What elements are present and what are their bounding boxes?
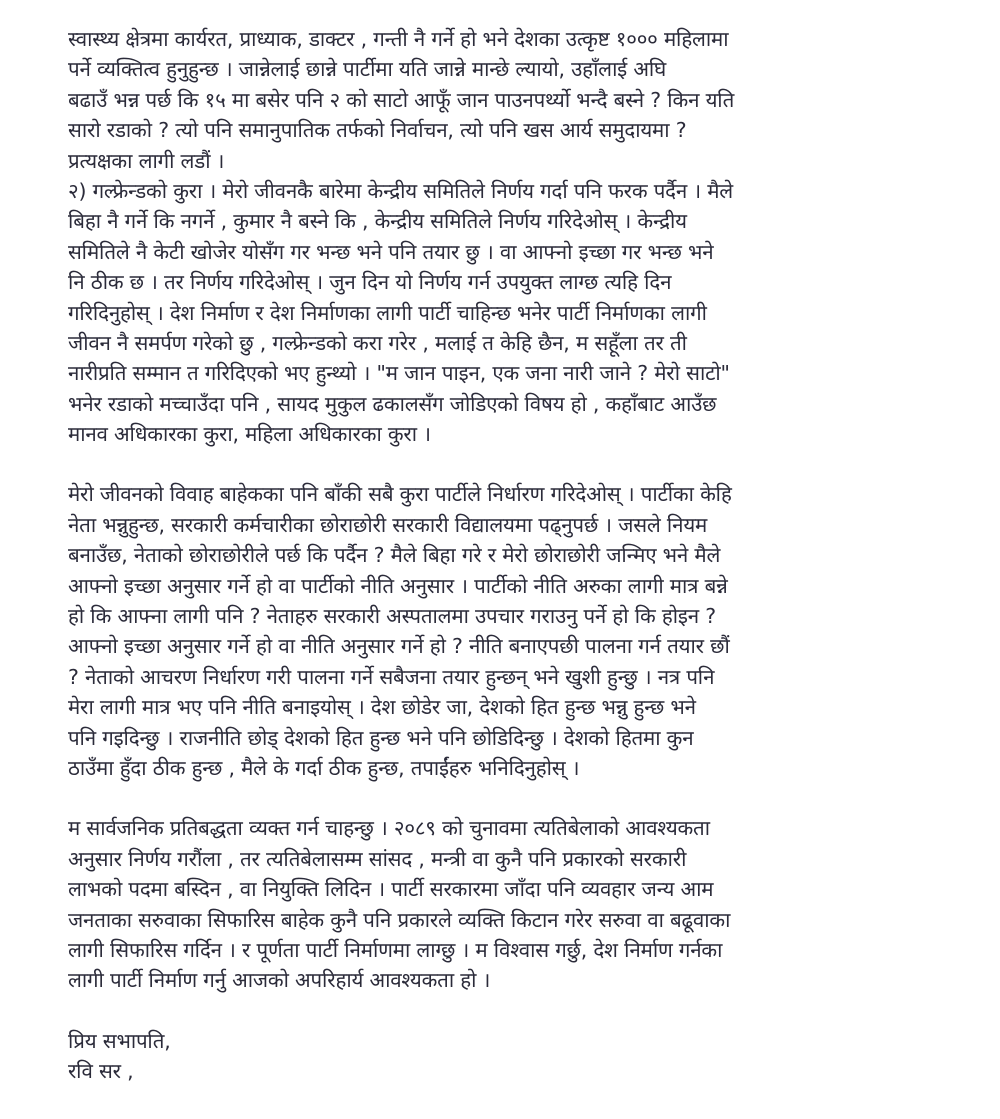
text-line: बनाउँछ, नेताको छोराछोरीले पर्छ कि पर्दैन ? मैले बिहा गरे र मेरो छोराछोरी जन्मिए भने मैले: [68, 543, 721, 568]
text-line: नेता भन्नुहुन्छ, सरकारी कर्मचारीका छोराछोरी सरकारी विद्यालयमा पढ्नुपर्छ । जसले नियम: [68, 512, 708, 537]
text-line: ? नेताको आचरण निर्धारण गरी पालना गर्ने सबैजना तयार हुन्छन् भने खुशी हुन्छु । नत्र पनि: [68, 664, 715, 689]
text-line: लागी सिफारिस गर्दिन । र पूर्णता पार्टी निर्माणमा लाग्छु । म विश्वास गर्छु, देश निर्माण गर्नका: [68, 937, 723, 962]
paragraph-spacer: [68, 449, 948, 479]
paragraph-spacer: [68, 783, 948, 813]
text-line: अनुसार निर्णय गरौंला , तर त्यतिबेलासम्म सांसद , मन्त्री वा कुनै पनि प्रकारको सरकारी: [68, 846, 687, 871]
text-line: म सार्वजनिक प्रतिबद्धता व्यक्त गर्न चाहन्छु । २०८९ को चुनावमा त्यतिबेलाको आवश्यकता: [68, 816, 710, 841]
text-line: नि ठीक छ । तर निर्णय गरिदेओस् । जुन दिन यो निर्णय गर्न उपयुक्त लाग्छ त्यहि दिन: [68, 270, 672, 295]
text-line: आफ्नो इच्छा अनुसार गर्ने हो वा पार्टीको नीति अनुसार । पार्टीको नीति अरुका लागी मात्र बन्ने: [68, 573, 728, 598]
text-line: गरिदिनुहोस् । देश निर्माण र देश निर्माणका लागी पार्टी चाहिन्छ भनेर पार्टी निर्माणका लागी: [68, 300, 707, 325]
paragraph-3: [68, 813, 948, 995]
text-line: मानव अधिकारका कुरा, महिला अधिकारका कुरा ।: [68, 422, 431, 447]
text-line: लाभको पदमा बस्दिन , वा नियुक्ति लिदिन । पार्टी सरकारमा जाँदा पनि व्यवहार जन्य आम: [68, 877, 714, 902]
text-line: २) गल्फ्रेन्डको कुरा । मेरो जीवनकै बारेमा केन्द्रीय समितिले निर्णय गर्दा पनि फरक पर्दैन । मैले: [68, 178, 733, 203]
salutation: [68, 1026, 948, 1087]
text-line: जीवन नै समर्पण गरेको छु , गल्फ्रेन्डको करा गरेर , मलाई त केहि छैन, म सहूँला तर ती: [68, 330, 687, 355]
text-line: समितिले नै केटी खोजेर योसँग गर भन्छ भने पनि तयार छु । वा आफ्नो इच्छा गर भन्छ भने: [68, 239, 714, 264]
text-line: प्रत्यक्षका लागी लडौं ।: [68, 148, 225, 173]
text-line: मेरो जीवनको विवाह बाहेकका पनि बाँकी सबै कुरा पार्टीले निर्धारण गरिदेओस् । पार्टीका केहि: [68, 482, 732, 507]
text-line: ठाउँमा हुँदा ठीक हुन्छ , मैले के गर्दा ठीक हुन्छ, तपाईंहरु भनिदिनुहोस् ।: [68, 755, 580, 780]
paragraph-2: [68, 479, 948, 783]
text-line: लागी पार्टी निर्माण गर्नु आजको अपरिहार्य आवश्यकता हो ।: [68, 968, 491, 993]
text-line: जनताका सरुवाका सिफारिस बाहेक कुनै पनि प्रकारले व्यक्ति किटान गरेर सरुवा वा बढूवाका: [68, 907, 731, 932]
text-line: मेरा लागी मात्र भए पनि नीति बनाइयोस् । देश छोडेर जा, देशको हित हुन्छ भन्नु हुन्छ भने: [68, 695, 696, 720]
text-line: नारीप्रति सम्मान त गरिदिएको भए हुन्थ्यो । "म जान पाइन, एक जना नारी जाने ? मेरो साटो": [68, 361, 730, 386]
paragraph-1: [68, 24, 948, 449]
paragraph-spacer: [68, 996, 948, 1026]
text-line: हो कि आफ्ना लागी पनि ? नेताहरु सरकारी अस्पतालमा उपचार गराउनु पर्ने हो कि होइन ?: [68, 604, 716, 629]
text-line: स्वास्थ्य क्षेत्रमा कार्यरत, प्राध्याक, डाक्टर , गन्ती नै गर्ने हो भने देशका उत्कृष्ट १००० महिलामा: [68, 27, 729, 51]
text-line: रवि सर ,: [68, 1059, 134, 1084]
text-line: बिहा नै गर्ने कि नगर्ने , कुमार नै बस्ने कि , केन्द्रीय समितिले निर्णय गरिदेओस् । केन्द्रीय: [68, 209, 687, 234]
text-line: पर्ने व्यक्तित्व हुनुहुन्छ । जान्नेलाई छान्ने पार्टीमा यति जान्ने मान्छे ल्यायो, उहाँलाई अघि: [68, 57, 667, 82]
text-line: पनि गइदिन्छु । राजनीति छोड् देशको हित हुन्छ भने पनि छोडिदिन्छु । देशको हितमा कुन: [68, 725, 694, 750]
text-line: आफ्नो इच्छा अनुसार गर्ने हो वा नीति अनुसार गर्ने हो ? नीति बनाएपछी पालना गर्न तयार छौं: [68, 634, 730, 659]
document-body: [68, 24, 948, 1087]
text-line: बढाउँ भन्न पर्छ कि १५ मा बसेर पनि २ को साटो आफूँ जान पाउनपर्थ्यो भन्दै बस्ने ? किन यति: [68, 87, 735, 112]
text-line: भनेर रडाको मच्चाउँदा पनि , सायद मुकुल ढकालसँग जोडिएको विषय हो , कहाँबाट आउँछ: [68, 391, 717, 416]
text-line: सारो रडाको ? त्यो पनि समानुपातिक तर्फको निर्वाचन, त्यो पनि खस आर्य समुदायमा ?: [68, 118, 687, 143]
text-line: प्रिय सभापति,: [68, 1028, 171, 1053]
